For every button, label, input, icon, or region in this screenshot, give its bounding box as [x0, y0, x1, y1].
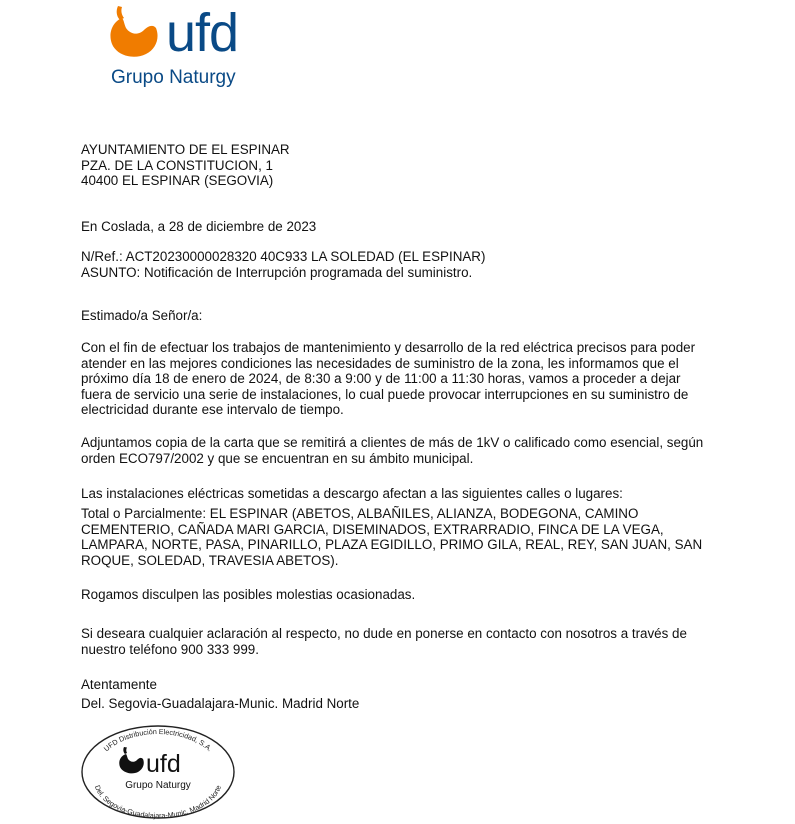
company-stamp: [78, 722, 238, 820]
subject-line: ASUNTO: Notificación de Interrupción programada del suministro.: [81, 264, 473, 280]
recipient-address: [81, 142, 731, 189]
contact-paragraph: [81, 626, 731, 657]
paragraph-line: Adjuntamos copia de la carta que se remitirá a clientes de más de 1kV o calificado como esencial, según: [81, 435, 704, 450]
installations-intro-text: Las instalaciones eléctricas sometidas a descargo afectan a las siguientes calles o lugares:: [81, 486, 623, 501]
stamp-brand: ufd: [146, 750, 181, 778]
brand-group: Grupo Naturgy: [111, 67, 236, 88]
contact-line: nuestro teléfono 900 333 999.: [81, 641, 259, 657]
paragraph-line: orden ECO797/2002 y que se encuentran en su ámbito municipal.: [81, 450, 474, 466]
apology-text: Rogamos disculpen las posibles molestias ocasionadas.: [81, 587, 416, 602]
recipient-line: PZA. DE LA CONSTITUCION, 1: [81, 157, 273, 173]
stamp-bottom-text: Del. Segovia-Guadalajara-Munic. Madrid Norte: [92, 783, 224, 820]
recipient-line: 40400 EL ESPINAR (SEGOVIA): [81, 173, 274, 189]
paragraph-line: atender en las mejores condiciones las necesidades de suministro de la zona, les informamos que el: [81, 355, 679, 371]
stamp-group: Grupo Naturgy: [125, 780, 191, 791]
recipient-line: AYUNTAMIENTO DE EL ESPINAR: [81, 142, 290, 157]
greeting-text: Estimado/a Señor/a:: [81, 308, 203, 323]
reference-line: N/Ref.: ACT20230000028320 40C933 LA SOLEDAD (EL ESPINAR): [81, 249, 486, 264]
closing-block: [81, 677, 731, 711]
installations-line: CEMENTERIO, CAÑADA MARI GARCIA, DISEMINADOS, EXTRARRADIO, FINCA DE LA VEGA,: [81, 521, 664, 537]
paragraph-2: [81, 435, 731, 466]
installations-line: Total o Parcialmente: EL ESPINAR (ABETOS, ALBAÑILES, ALIANZA, BODEGONA, CAMINO: [81, 506, 639, 521]
reference-block: [81, 249, 731, 280]
installations-intro: [81, 486, 731, 502]
paragraph-line: fuera de servicio una serie de instalaciones, lo cual puede provocar interrupciones en su suministro de: [81, 386, 689, 402]
paragraph-1: [81, 340, 731, 418]
greeting: [81, 308, 731, 324]
signature-text: Del. Segovia-Guadalajara-Munic. Madrid Norte: [81, 695, 360, 711]
paragraph-line: próximo día 18 de enero de 2024, de 8:30 a 9:00 y de 11:00 a 11:30 horas, vamos a proceder a dejar: [81, 371, 681, 387]
paragraph-line: Con el fin de efectuar los trabajos de mantenimiento y desarrollo de la red eléctrica precisos para poder: [81, 340, 696, 355]
contact-line: Si deseara cualquier aclaración al respecto, no dude en ponerse en contacto con nosotros a través de: [81, 626, 687, 641]
ufd-logo-mark-icon: [104, 2, 164, 64]
installations-line: LAMPARA, NORTE, PASA, PINARILLO, PLAZA EGIDILLO, PRIMO GILA, REAL, REY, SAN JUAN, SAN: [81, 537, 703, 553]
stamp-logo-mark-icon: [119, 747, 144, 773]
installations-line: ROQUE, SOLEDAD, TRAVESIA ABETOS).: [81, 552, 339, 568]
company-logo: [104, 2, 254, 94]
paragraph-line: electricidad durante ese intervalo de tiempo.: [81, 402, 344, 418]
brand-name: ufd: [166, 3, 239, 63]
date-line: [81, 219, 731, 235]
date-text: En Coslada, a 28 de diciembre de 2023: [81, 219, 317, 234]
stamp-top-text: UFD Distribución Electricidad, S.A.: [101, 726, 215, 754]
apology: [81, 587, 731, 603]
installations-list: [81, 506, 731, 568]
closing-text: Atentamente: [81, 677, 157, 692]
